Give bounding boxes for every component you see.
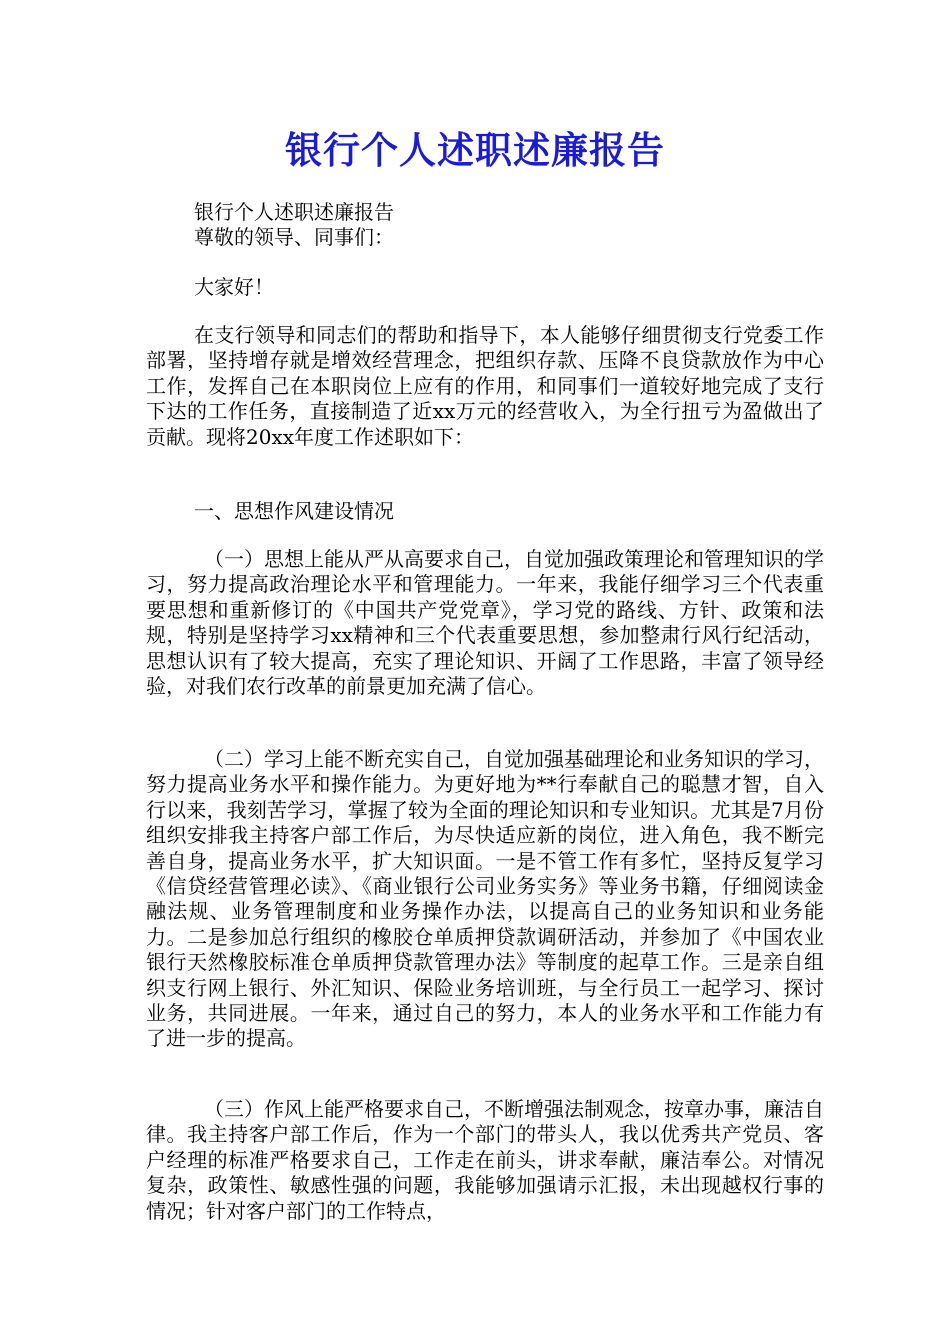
item2-section — [146, 747, 824, 1052]
intro-section — [146, 323, 824, 450]
item3-paragraph: （三）作风上能严格要求自己，不断增强法制观念，按章办事，廉洁自律。我主持客户部工作后，作为一个部门的带头人，我以优秀共产党员、客户经理的标准严格要求自己，工作走在前头，讲求奉献，廉洁奉公。对情况复杂，政策性、敏感性强的问题，我能够加强请示汇报，未出现越权行事的情况；针对客户部门的工作特点， — [146, 1097, 824, 1223]
item1-paragraph: （一）思想上能从严从高要求自己，自觉加强政策理论和管理知识的学习，努力提高政治理论水平和管理能力。一年来，我能仔细学习三个代表重要思想和重新修订的《中国共产党党章》，学习党的路线、方针、政策和法规，特别是坚持学习xx精神和三个代表重要思想，参加整肃行风行纪活动，思想认识有了较大提高，充实了理论知识、开阔了工作思路，丰富了领导经验，对我们农行改革的前景更加充满了信心。 — [146, 547, 824, 699]
item2-paragraph: （二）学习上能不断充实自己，自觉加强基础理论和业务知识的学习，努力提高业务水平和操作能力。为更好地为**行奉献自己的聪慧才智，自入行以来，我刻苦学习，掌握了较为全面的理论知识和专业知识。尤其是7月份组织安排我主持客户部工作后，为尽快适应新的岗位，进入角色，我不断完善自身，提高业务水平，扩大知识面。一是不管工作有多忙，坚持反复学习《信贷经营管理必读》、《商业银行公司业务实务》等业务书籍，仔细阅读金融法规、业务管理制度和业务操作办法，以提高自己的业务知识和业务能力。二是参加总行组织的橡胶仓单质押贷款调研活动，并参加了《中国农业银行天然橡胶标准仓单质押贷款管理办法》等制度的起草工作。三是亲自组织支行网上银行、外汇知识、保险业务培训班，与全行员工一起学习、探讨业务，共同进展。一年来，通过自己的努力，本人的业务水平和工作能力有了进一步的提高。 — [146, 747, 824, 1051]
item1-section — [146, 547, 824, 699]
greeting: 大家好！ — [194, 275, 274, 299]
intro-paragraph: 在支行领导和同志们的帮助和指导下，本人能够仔细贯彻支行党委工作部署，坚持增存就是增效经营理念，把组织存款、压降不良贷款放作为中心工作，发挥自己在本职岗位上应有的作用，和同事们一道较好地完成了支行下达的工作任务，直接制造了近xx万元的经营收入，为全行扭亏为盈做出了贡献。现将20xx年度工作述职如下： — [146, 323, 824, 449]
section-heading: 一、思想作风建设情况 — [194, 499, 394, 523]
salutation: 尊敬的领导、同事们： — [194, 225, 394, 249]
item3-section — [146, 1097, 824, 1224]
document-title: 银行个人述职述廉报告 — [285, 128, 665, 172]
document-subtitle: 银行个人述职述廉报告 — [194, 200, 394, 224]
